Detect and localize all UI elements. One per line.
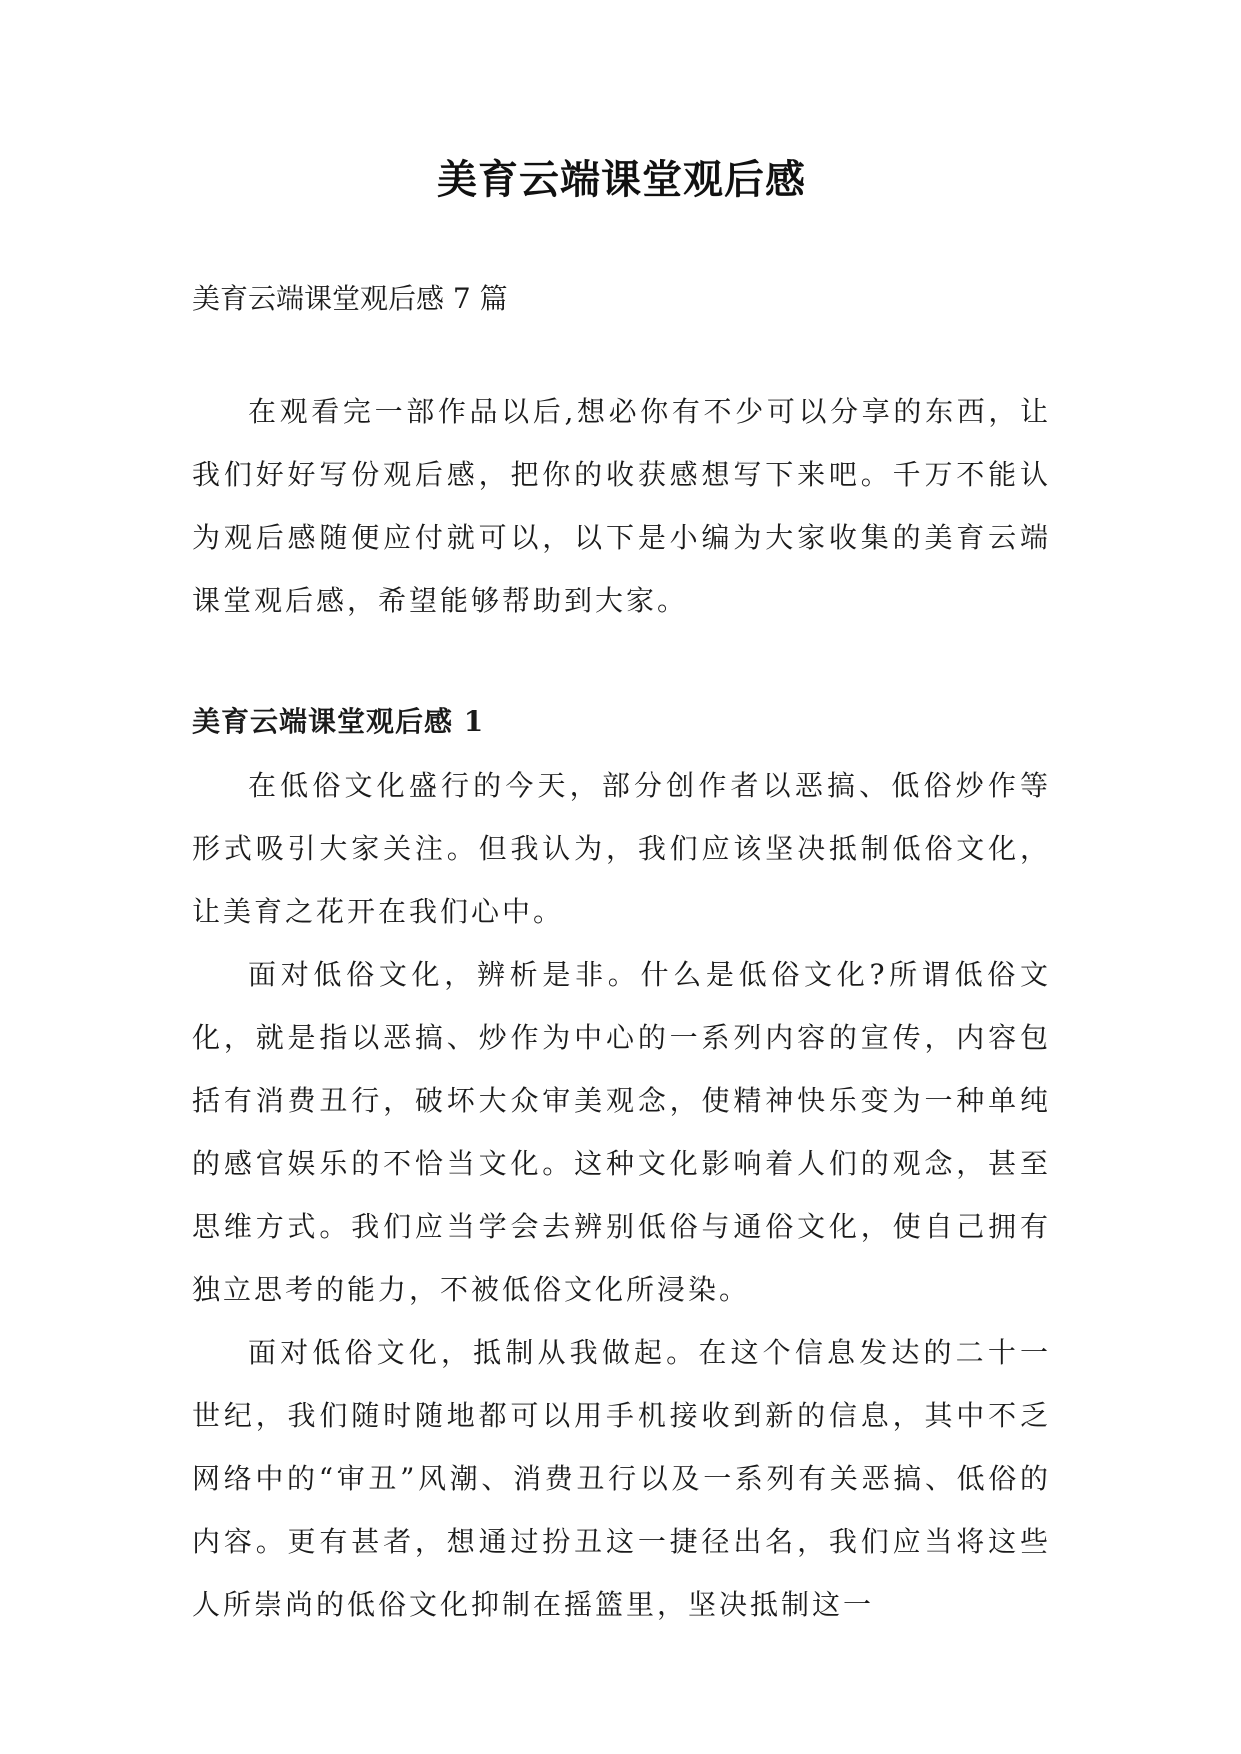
section-paragraph: 面对低俗文化，辨析是非。什么是低俗文化?所谓低俗文化，就是指以恶搞、炒作为中心的一系列内容的宣传，内容包括有消费丑行，破坏大众审美观念，使精神快乐变为一种单纯的感官娱乐的不恰当文化。这种文化影响着人们的观念，甚至思维方式。我们应当学会去辨别低俗与通俗文化，使自己拥有独立思考的能力，不被低俗文化所浸染。: [192, 958, 1051, 1306]
document-subtitle: 美育云端课堂观后感 7 篇: [192, 282, 508, 315]
section-heading: 美育云端课堂观后感 1: [192, 705, 485, 738]
intro-paragraph: 在观看完一部作品以后,想必你有不少可以分享的东西，让我们好好写份观后感，把你的收获感想写下来吧。千万不能认为观后感随便应付就可以，以下是小编为大家收集的美育云端课堂观后感，希望能够帮助到大家。: [192, 395, 1051, 617]
section-paragraph: 面对低俗文化，抵制从我做起。在这个信息发达的二十一世纪，我们随时随地都可以用手机接收到新的信息，其中不乏网络中的“审丑”风潮、消费丑行以及一系列有关恶搞、低俗的内容。更有甚者，想通过扮丑这一捷径出名，我们应当将这些人所崇尚的低俗文化抑制在摇篮里，坚决抵制这一: [192, 1336, 1051, 1621]
section-paragraph: 在低俗文化盛行的今天，部分创作者以恶搞、低俗炒作等形式吸引大家关注。但我认为，我们应该坚决抵制低俗文化，让美育之花开在我们心中。: [192, 769, 1051, 928]
document-title: 美育云端课堂观后感: [437, 157, 806, 203]
